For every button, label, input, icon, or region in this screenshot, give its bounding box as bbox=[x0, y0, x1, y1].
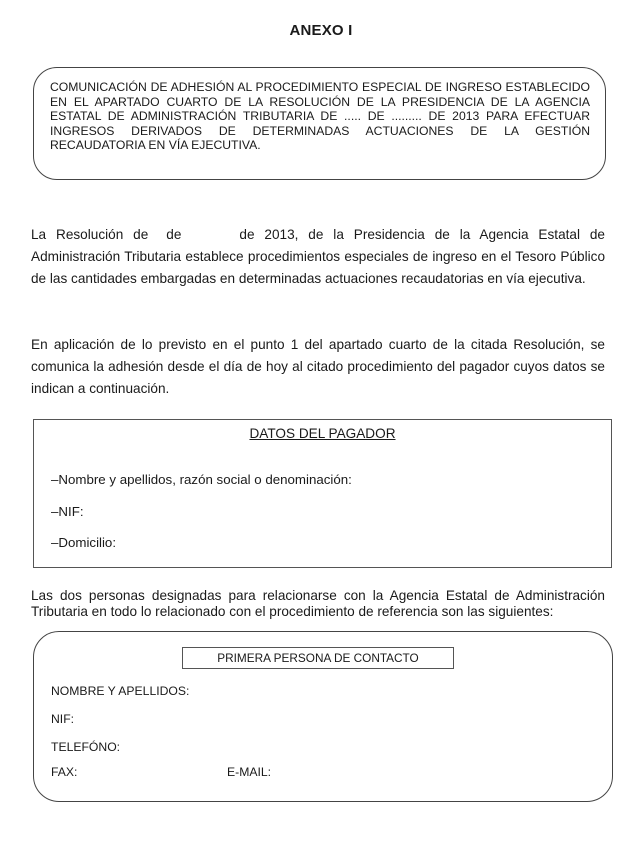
pagador-field-domicilio[interactable]: –Domicilio: bbox=[51, 535, 117, 550]
contact-fax-field[interactable]: FAX: bbox=[51, 765, 78, 779]
contact-name-field[interactable]: NOMBRE Y APELLIDOS: bbox=[51, 684, 190, 698]
resolution-text-rest: de 2013, de la Presidencia de la Agencia Estatal de Administración Tributaria establece procedimientos especiales de ingreso en el Tesoro Público de las cantidades embargadas en determinadas actuaciones recaudatorias en vía ejecutiva. bbox=[31, 227, 605, 287]
resolution-text-start: La Resolución de bbox=[31, 227, 149, 242]
page-title: ANEXO I bbox=[289, 22, 353, 39]
pagador-box bbox=[33, 419, 612, 568]
contacts-paragraph: Las dos personas designadas para relacionarse con la Agencia Estatal de Administración Tributaria en todo lo relacionado con el procedimiento de referencia son las siguientes: bbox=[31, 588, 605, 619]
pagador-title: DATOS DEL PAGADOR bbox=[249, 426, 396, 441]
contact-title: PRIMERA PERSONA DE CONTACTO bbox=[182, 647, 454, 669]
contact-nif-field[interactable]: NIF: bbox=[51, 712, 75, 726]
contact-email-field[interactable]: E-MAIL: bbox=[227, 765, 272, 779]
contact-phone-field[interactable]: TELEFÓNO: bbox=[51, 740, 121, 754]
resolution-paragraph bbox=[31, 224, 605, 291]
pagador-field-name[interactable]: –Nombre y apellidos, razón social o denominación: bbox=[51, 472, 352, 487]
adhesion-paragraph: En aplicación de lo previsto en el punto 1 del apartado cuarto de la citada Resolución, se comunica la adhesión desde el día de hoy al citado procedimiento del pagador cuyos datos se indican a continuación. bbox=[31, 337, 605, 397]
resolution-text-de: de bbox=[166, 227, 182, 242]
pagador-field-nif[interactable]: –NIF: bbox=[51, 504, 84, 519]
header-box-text: COMUNICACIÓN DE ADHESIÓN AL PROCEDIMIENTO ESPECIAL DE INGRESO ESTABLECIDO EN EL APARTADO CUARTO DE LA RESOLUCIÓN DE LA PRESIDENCIA DE LA AGENCIA ESTATAL DE ADMINISTRACIÓN TRIBUTARIA DE ..... DE ......... DE 2013 PARA EFECTUAR INGRESOS DERIVADOS DE DETERMINADAS ACTUACIONES DE LA GESTIÓN RECAUDATORIA EN VÍA EJECUTIVA. bbox=[50, 80, 590, 152]
